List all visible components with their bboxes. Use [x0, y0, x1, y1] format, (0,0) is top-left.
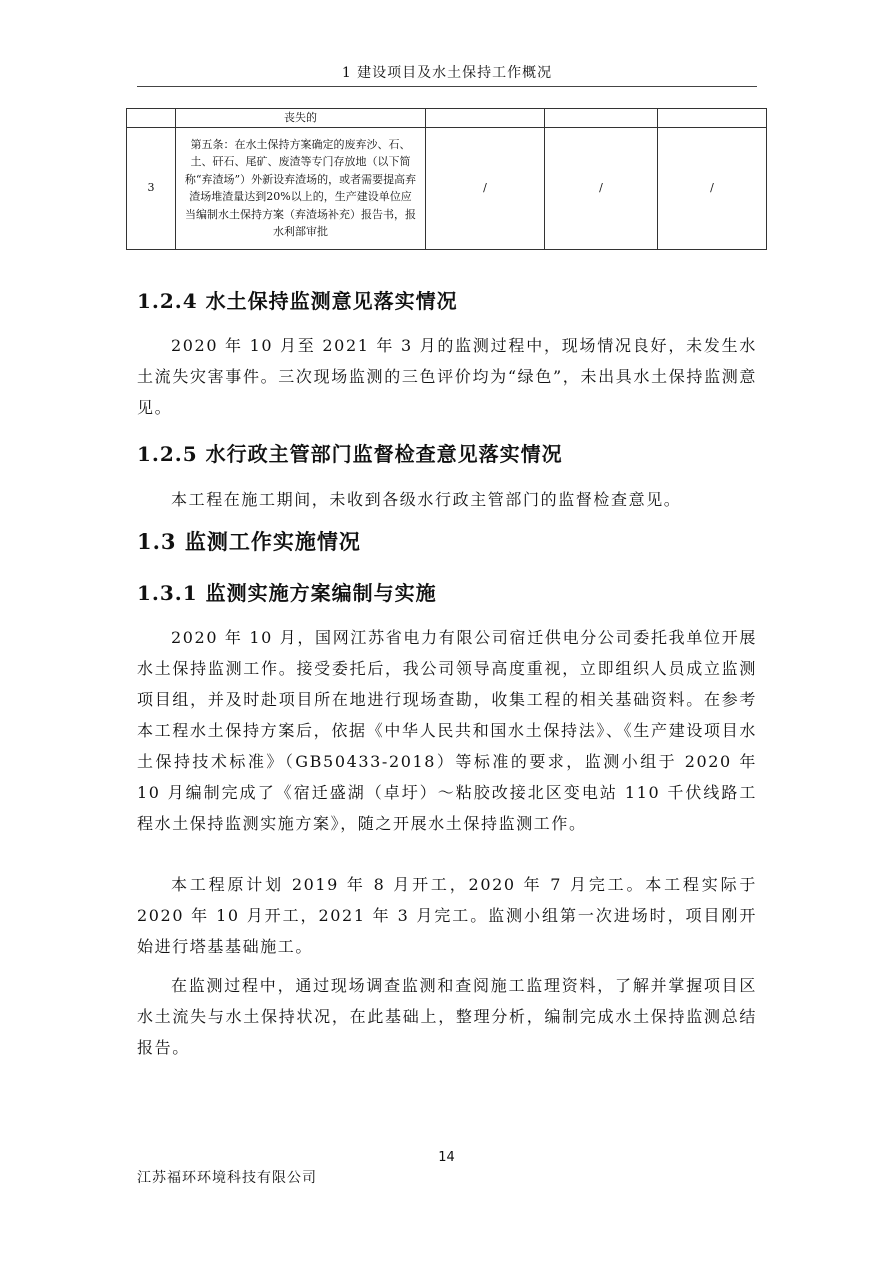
page-header-title: 1 建设项目及水土保持工作概况	[341, 65, 553, 81]
provisions-table	[126, 108, 767, 250]
table-cell-content: 第五条：在水土保持方案确定的废弃沙、石、土、矸石、尾矿、废渣等专门存放地（以下简称“弃渣场”）外新设弃渣场的，或者需要提高弃渣场堆渣量达到20%以上的，生产建设单位应当编制水土保持方案（弃渣场补充）报告书，报水利部审批	[176, 127, 426, 249]
paragraph: 在监测过程中，通过现场调查监测和查阅施工监理资料，了解并掌握项目区水土流失与水土保持状况，在此基础上，整理分析，编制完成水土保持监测总结报告。	[137, 976, 757, 1057]
header-divider	[137, 86, 757, 87]
paragraph: 2020 年 10 月，国网江苏省电力有限公司宿迁供电分公司委托我单位开展水土保持监测工作。接受委托后，我公司领导高度重视，立即组织人员成立监测项目组，并及时赴项目所在地进行现场查勘，收集工程的相关基础资料。在参考本工程水土保持方案后，依据《中华人民共和国水土保持法》、《生产建设项目水土保持技术标准》（GB50433-2018）等标准的要求，监测小组于 2020 年 10 月编制完成了《宿迁盛湖（卓圩）～粘胶改接北区变电站 110 千伏线路工程水土保持监测实施方案》，随之开展水土保持监测工作。	[137, 628, 757, 833]
page-number: 14	[438, 1150, 455, 1165]
section-heading-1-2-5: 1.2.5 水行政主管部门监督检查意见落实情况	[137, 442, 563, 466]
table-cell-no: 3	[127, 127, 176, 249]
section-heading-1-3: 1.3 监测工作实施情况	[137, 529, 361, 554]
table-cell	[658, 109, 767, 128]
footer-company-name: 江苏福环环境科技有限公司	[137, 1170, 317, 1186]
table-cell-content: 丧失的	[176, 109, 426, 128]
paragraph: 2020 年 10 月至 2021 年 3 月的监测过程中，现场情况良好，未发生水土流失灾害事件。三次现场监测的三色评价均为“绿色”，未出具水土保持监测意见。	[137, 336, 757, 417]
paragraph: 本工程在施工期间，未收到各级水行政主管部门的监督检查意见。	[171, 490, 682, 509]
table-cell: /	[545, 127, 658, 249]
table-cell-no	[127, 109, 176, 128]
table-cell	[426, 109, 545, 128]
section-heading-1-2-4: 1.2.4 水土保持监测意见落实情况	[137, 289, 458, 313]
section-heading-1-3-1: 1.3.1 监测实施方案编制与实施	[137, 581, 437, 605]
table-cell: /	[658, 127, 767, 249]
table-row	[127, 109, 767, 128]
paragraph: 本工程原计划 2019 年 8 月开工，2020 年 7 月完工。本工程实际于 2020 年 10 月开工，2021 年 3 月完工。监测小组第一次进场时，项目刚开始进行塔基基础施工。	[137, 875, 757, 956]
table-cell: /	[426, 127, 545, 249]
table-cell	[545, 109, 658, 128]
table-row	[127, 127, 767, 249]
